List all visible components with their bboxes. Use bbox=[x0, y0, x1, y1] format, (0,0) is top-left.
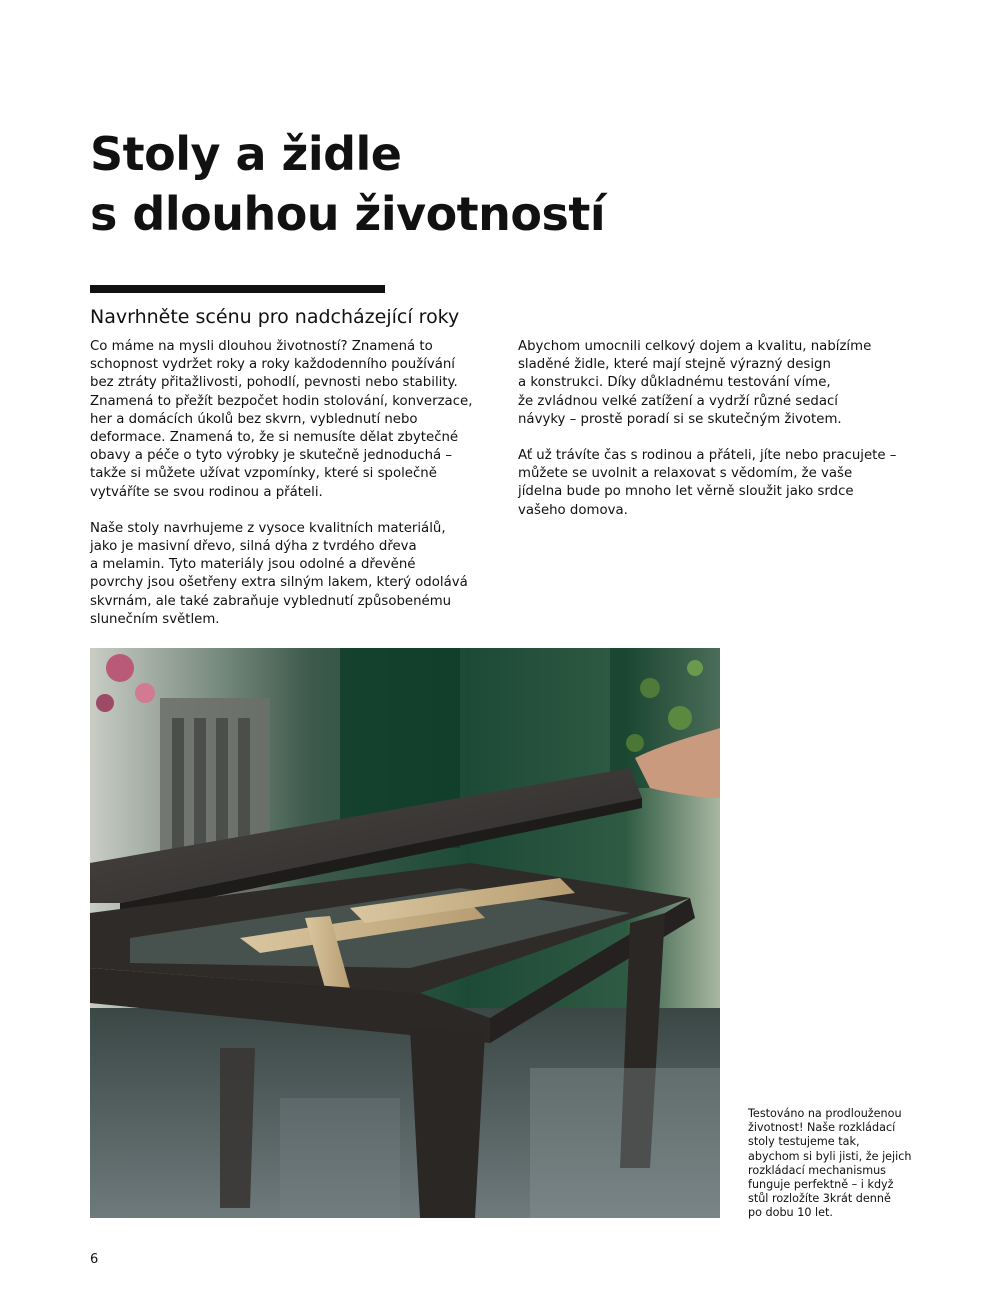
text-line: můžete se uvolnit a relaxovat s vědomím, že vaše bbox=[518, 466, 853, 482]
text-line: a melamin. Tyto materiály jsou odolné a dřevěné bbox=[90, 557, 416, 573]
page-number: 6 bbox=[90, 1252, 99, 1267]
caption-line: funguje perfektně – i když bbox=[748, 1178, 894, 1192]
caption-line: Testováno na prodlouženou bbox=[748, 1107, 902, 1120]
left-text-column bbox=[90, 338, 500, 647]
left-paragraph-2 bbox=[90, 520, 500, 629]
text-line: Abychom umocnili celkový dojem a kvalitu, nabízíme bbox=[518, 339, 872, 354]
text-line: skvrnám, ale také zabraňuje vyblednutí způsobenému bbox=[90, 593, 452, 609]
section-subtitle: Navrhněte scénu pro nadcházející roky bbox=[90, 306, 460, 328]
text-line: Ať už trávíte čas s rodinou a přáteli, jíte nebo pracujete – bbox=[518, 448, 897, 464]
text-line: slunečním světlem. bbox=[90, 611, 220, 627]
text-line: Naše stoly navrhujeme z vysoce kvalitních materiálů, bbox=[90, 520, 446, 536]
text-line: jako je masivní dřevo, silná dýha z tvrdého dřeva bbox=[90, 539, 417, 555]
caption-line: stůl rozložíte 3krát denně bbox=[748, 1192, 891, 1206]
text-line: vytváříte se svou rodinou a přáteli. bbox=[90, 484, 323, 500]
text-line: her a domácích úkolů bez skvrn, vyblednutí nebo bbox=[90, 411, 418, 427]
caption-line: po dobu 10 let. bbox=[748, 1206, 833, 1220]
text-line: deformace. Znamená to, že si nemusíte dělat zbytečné bbox=[90, 430, 459, 446]
right-text-column bbox=[518, 338, 928, 538]
text-line: sladěné židle, které mají stejně výrazný design bbox=[518, 357, 831, 373]
caption-line: rozkládací mechanismus bbox=[748, 1163, 887, 1177]
caption-line: stoly testujeme tak, bbox=[748, 1135, 860, 1149]
left-paragraph-1 bbox=[90, 338, 500, 502]
title-underline-rule bbox=[90, 285, 385, 293]
text-line: takže si můžete užívat vzpomínky, které si společně bbox=[90, 466, 437, 482]
text-line: povrchy jsou ošetřeny extra silným lakem, který odolává bbox=[90, 575, 468, 591]
page-title bbox=[90, 124, 605, 244]
photo-caption bbox=[748, 1107, 948, 1221]
text-line: schopnost vydržet roky a roky každodenního používání bbox=[90, 357, 456, 373]
right-paragraph-2 bbox=[518, 447, 928, 520]
text-line: a konstrukci. Díky důkladnému testování víme, bbox=[518, 375, 831, 391]
text-line: Co máme na mysli dlouhou životností? Znamená to bbox=[90, 339, 433, 354]
caption-line: abychom si byli jisti, že jejich bbox=[748, 1149, 912, 1163]
title-line-1: Stoly a židle bbox=[90, 127, 402, 181]
text-line: vašeho domova. bbox=[518, 502, 628, 518]
text-line: jídelna bude po mnoho let věrně sloužit jako srdce bbox=[518, 484, 854, 500]
right-paragraph-1 bbox=[518, 338, 928, 429]
text-line: návyky – prostě poradí si se skutečným životem. bbox=[518, 411, 842, 427]
text-line: obavy a péče o tyto výrobky je skutečně jednoduchá – bbox=[90, 448, 453, 464]
extendable-table-photo bbox=[90, 648, 720, 1218]
text-line: že zvládnou velké zatížení a vydrží různé sedací bbox=[518, 393, 838, 409]
title-line-2: s dlouhou životností bbox=[90, 187, 606, 241]
text-line: bez ztráty přitažlivosti, pohodlí, pevnosti nebo stability. bbox=[90, 375, 458, 391]
text-line: Znamená to přežít bezpočet hodin stolování, konverzace, bbox=[90, 393, 473, 409]
caption-line: životnost! Naše rozkládací bbox=[748, 1121, 896, 1135]
